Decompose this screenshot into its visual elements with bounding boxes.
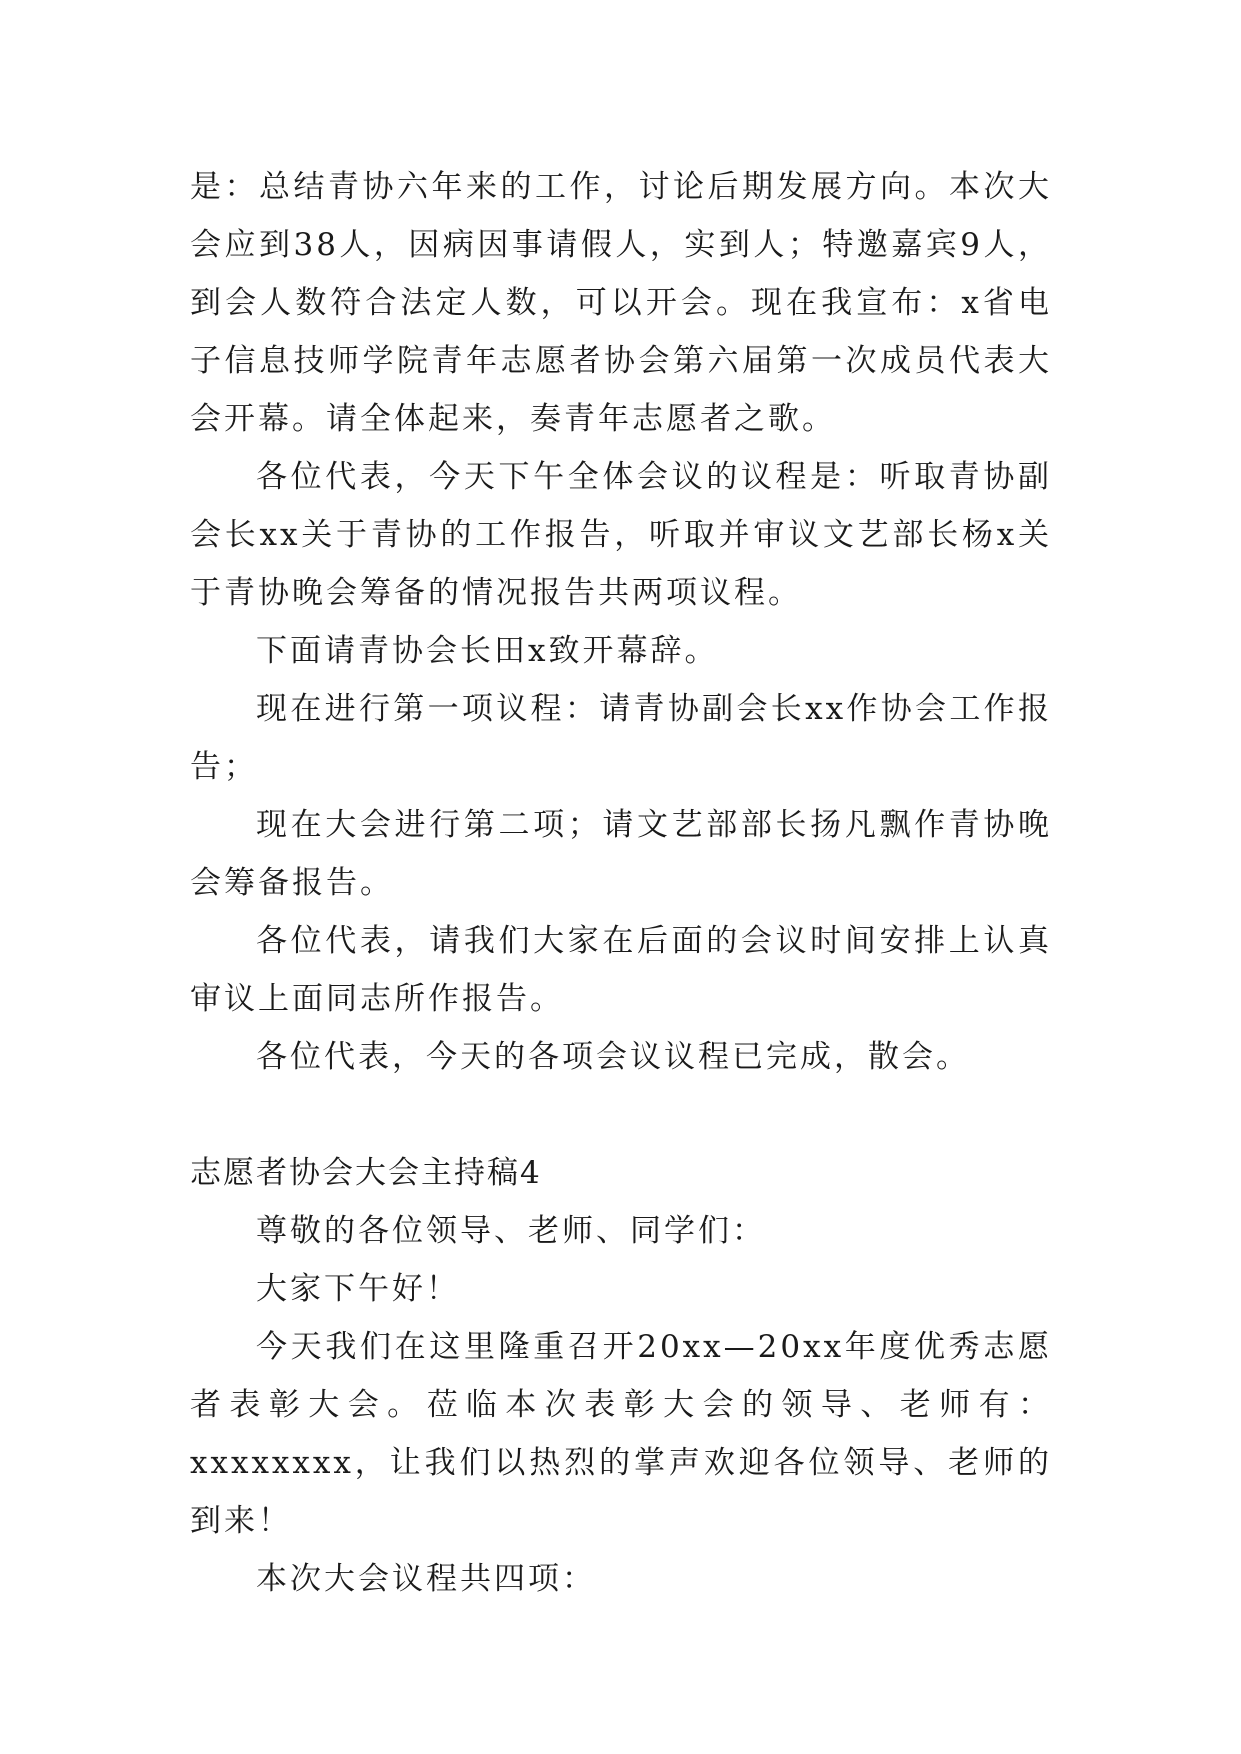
paragraph-closing: 各位代表，今天的各项会议议程已完成，散会。 [256,1039,970,1075]
paragraph-ceremony-intro: 今天我们在这里隆重召开20xx—20xx年度优秀志愿者表彰大会。莅临本次表彰大会的领导、老师有：xxxxxxxx，让我们以热烈的掌声欢迎各位领导、老师的到来！ [190,1329,1052,1539]
paragraph-greeting-audience: 尊敬的各位领导、老师、同学们： [256,1213,766,1249]
paragraph-review-request: 各位代表，请我们大家在后面的会议时间安排上认真审议上面同志所作报告。 [190,923,1052,1017]
section-title: 志愿者协会大会主持稿4 [190,1155,542,1191]
paragraph-agenda-overview: 各位代表，今天下午全体会议的议程是：听取青协副会长xx关于青协的工作报告，听取并审议文艺部长杨x关于青协晚会筹备的情况报告共两项议程。 [190,459,1052,611]
paragraph-agenda-item-1: 现在进行第一项议程：请青协副会长xx作协会工作报告； [190,691,1052,785]
document-body [190,158,1052,1608]
paragraph-opening-speech: 下面请青协会长田x致开幕辞。 [256,633,719,669]
paragraph-opening-continuation: 是：总结青协六年来的工作，讨论后期发展方向。本次大会应到38人，因病因事请假人，实到人；特邀嘉宾9人，到会人数符合法定人数，可以开会。现在我宣布：x省电子信息技师学院青年志愿者协会第六届第一次成员代表大会开幕。请全体起来，奏青年志愿者之歌。 [190,169,1052,437]
paragraph-agenda-item-2: 现在大会进行第二项；请文艺部部长扬凡飘作青协晚会筹备报告。 [190,807,1052,901]
paragraph-greeting: 大家下午好！ [256,1271,460,1307]
paragraph-agenda-count: 本次大会议程共四项： [256,1561,596,1597]
section-spacer [190,1086,1052,1144]
